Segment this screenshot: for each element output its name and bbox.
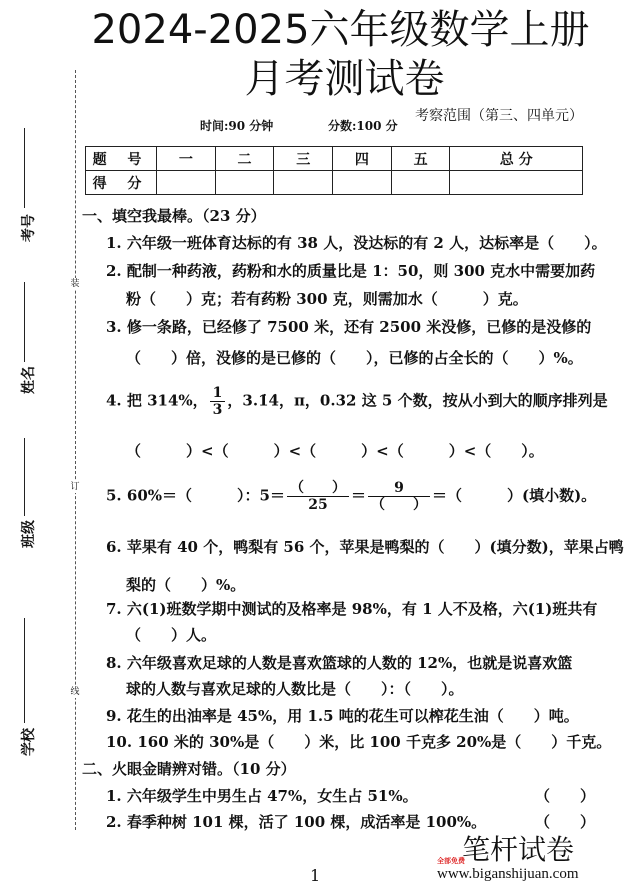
fraction-one-third: $\frac{1}{3}$ [210,385,226,418]
exam-score: 分数:100 分 [328,119,398,133]
school-line[interactable] [24,618,25,723]
score-input-cell[interactable] [450,171,583,195]
q4-prefix: 4. 把 314%， [106,391,208,410]
question-1-10: 10. 160 米的 30%是（ ）米，比 100 千克多 20%是（ ）千克。 [106,733,612,751]
answer-box-2-1[interactable]: （ ） [535,787,596,805]
exam-time: 时间:90 分钟 [200,119,274,133]
q4-suffix: ，3.1̇4̇，π，0.32 这 5 个数，按从小到大的顺序排列是 [227,391,608,410]
class-line[interactable] [24,438,25,516]
score-table [85,146,583,195]
score-header-cell: 总 分 [450,147,583,171]
score-header-cell: 一 [157,147,216,171]
question-1-2: 2. 配制一种药液，药粉和水的质量比是 1：50，则 300 克水中需要加药 [106,262,596,280]
question-1-5: 5. 60%＝（ ）：5＝ $\frac{( )}{25}$ ＝ $\frac{9}{( )}$ ＝（ ）(填小数)。 [106,480,597,513]
answer-box-2-2[interactable]: （ ） [535,813,596,831]
class-label: 班级 [21,520,37,548]
question-1-4-cont: （ ）<（ ）<（ ）<（ ）<（ ）。 [126,442,544,460]
question-1-2-cont: 粉（ ）克；若有药粉 300 克，则需加水（ ）克。 [126,290,528,308]
question-1-3: 3. 修一条路，已经修了 7500 米，还有 2500 米没修，已修的是没修的 [106,318,592,336]
exam-number-line[interactable] [24,128,25,208]
brand-url[interactable]: www.biganshijuan.com [437,866,579,882]
exam-number-label: 考号 [21,214,37,242]
exam-title-line1: 2024-2025六年级数学上册 [91,7,590,53]
question-2-2: 2. 春季种树 101 棵，活了 100 棵，成活率是 100%。 [106,813,487,831]
score-input-cell[interactable] [391,171,450,195]
score-input-cell[interactable] [215,171,274,195]
cut-mark-ding: 订 [68,481,82,493]
cut-mark-zhuang: 装 [68,278,82,290]
q5-prefix: 5. 60%＝（ ）：5＝ [106,486,285,505]
score-input-cell[interactable] [333,171,392,195]
q5-suffix: ＝（ ）(填小数)。 [431,486,597,505]
question-2-1: 1. 六年级学生中男生占 47%，女生占 51%。 [106,787,418,805]
exam-title-line2: 月考测试卷 [244,56,445,102]
brand-tag: 全部免费 [437,857,465,865]
question-1-9: 9. 花生的出油率是 45%，用 1.5 吨的花生可以榨花生油（ ）吨。 [106,707,579,725]
fraction-9-over-blank: $\frac{9}{( )}$ [368,480,430,513]
question-1-4 [106,385,608,418]
question-1-6-cont: 梨的（ ）%。 [126,576,246,594]
score-header-cell: 五 [391,147,450,171]
score-header-cell: 二 [215,147,274,171]
score-input-cell[interactable] [274,171,333,195]
score-row-label: 得 分 [86,171,157,195]
section2-title: 二、火眼金睛辨对错。（10 分） [82,760,296,778]
fraction-blank-over-25: $\frac{( )}{25}$ [287,480,349,513]
question-1-8: 8. 六年级喜欢足球的人数是喜欢篮球的人数的 12%，也就是说喜欢篮 [106,654,573,672]
school-label: 学校 [21,728,37,756]
question-1-7: 7. 六(1)班数学期中测试的及格率是 98%，有 1 人不及格，六(1)班共有 [106,600,598,618]
name-label: 姓名 [21,366,37,394]
question-1-8-cont: 球的人数与喜欢足球的人数比是（ ）：（ ）。 [126,680,464,698]
score-table-header-row [86,147,583,171]
question-1-6: 6. 苹果有 40 个，鸭梨有 56 个，苹果是鸭梨的（ ）(填分数)，苹果占鸭 [106,538,624,556]
name-line[interactable] [24,282,25,362]
section1-title: 一、填空我最棒。（23 分） [82,207,266,225]
binding-dotted-line [75,70,76,830]
question-1-3-cont: （ ）倍，没修的是已修的（ ），已修的占全长的（ ）%。 [126,349,583,367]
page-number: 1 [310,866,321,885]
score-header-cell: 题 号 [86,147,157,171]
question-1-7-cont: （ ）人。 [126,626,217,644]
brand-name: 笔杆试卷 [462,833,575,866]
score-table-row [86,171,583,195]
score-header-cell: 四 [333,147,392,171]
exam-scope: 考察范围（第三、四单元） [415,108,583,124]
question-1-1: 1. 六年级一班体育达标的有 38 人，没达标的有 2 人，达标率是（ ）。 [106,234,607,252]
score-header-cell: 三 [274,147,333,171]
score-input-cell[interactable] [157,171,216,195]
cut-mark-xian: 线 [68,686,82,698]
